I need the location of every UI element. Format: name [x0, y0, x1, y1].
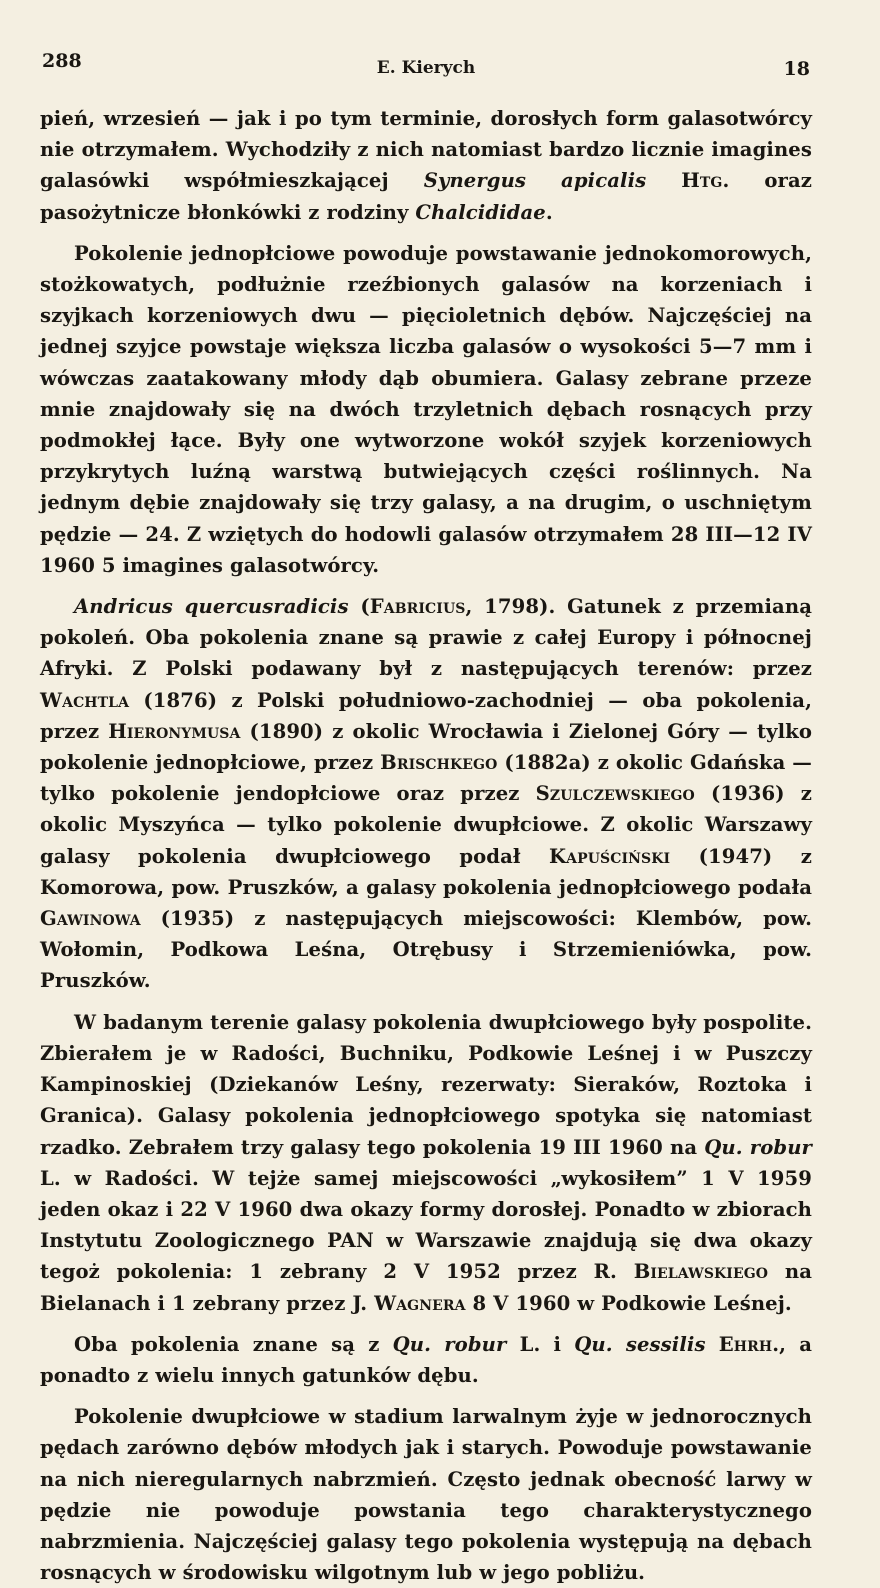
italic-term: Chalcididae: [415, 200, 546, 224]
paragraph: [40, 1329, 812, 1391]
text-run: . oraz pasożytnicze błonkówki z rodziny: [40, 169, 813, 224]
author-name: Wagnera: [374, 1291, 466, 1315]
text-run: pień, wrzesień — jak i po tym terminie, dorosłych form galasotwórcy nie otrzymałem. Wychodziły z nich natomiast bardzo licznie imagines galasówki współmieszkającej: [40, 107, 812, 193]
text-run: 8 V 1960 w Podkowie Leśnej.: [465, 1291, 792, 1315]
text-run: .: [545, 200, 553, 224]
author-name: Hieronymusa: [108, 719, 241, 743]
text-run: L. i: [506, 1332, 575, 1356]
text-run: (1935) z następujących miejscowości: Klembów, pow. Wołomin, Podkowa Leśna, Otrębusy i Strzemieniówka, pow. Pruszków.: [40, 907, 812, 993]
text-run: Pokolenie dwupłciowe w stadium larwalnym żyje w jednorocznych pędach zarówno dębów młodych jak i starych. Powoduje powstawanie na nich nieregularnych nabrzmień. Często jednak obecność larwy w pędzie nie powoduje powstania tego charakterystycznego nabrzmienia. Najczęściej galasy tego pokolenia występują na dębach rosnących w środowisku wilgotnym lub w jego pobliżu.: [40, 1405, 812, 1585]
paragraph: [40, 238, 812, 581]
paragraph: [40, 591, 812, 997]
author-name: Fabricius: [369, 595, 466, 619]
text-run: [706, 1333, 719, 1356]
text-run: , 1798). Gatunek z przemianą pokoleń. Oba pokolenia znane są prawie z całej Europy i północnej Afryki. Z Polski podawany był z następujących terenów: przez: [40, 595, 812, 681]
author-name: Kapuściński: [549, 844, 671, 868]
italic-term: Qu. sessilis: [574, 1332, 706, 1356]
italic-term: Qu. robur: [392, 1332, 507, 1356]
italic-term: Synergus apicalis: [423, 169, 647, 193]
body-text: [40, 103, 812, 1588]
text-run: (1936) z okolic Myszyńca — tylko pokolenie dwupłciowe. Z okolic Warszawy galasy pokolenia dwupłciowego podał: [40, 782, 812, 868]
author-name: Brischkego: [380, 751, 498, 775]
page-number: 288: [42, 50, 82, 72]
italic-term: Andricus quercusradicis: [74, 595, 349, 619]
author-name: Szulczewskiego: [535, 782, 695, 806]
text-run: (1876) z Polski południowo-zachodniej — oba pokolenia, przez: [40, 688, 812, 743]
text-run: (1882a) z okolic Gdańska — tylko pokolenie jendopłciowe oraz przez: [40, 751, 813, 806]
text-run: W badanym terenie galasy pokolenia dwupłciowego były pospolite. Zbierałem je w Radości, Buchniku, Podkowie Leśnej i w Puszczy Kampinoskiej (Dziekanów Leśny, rezerwaty: Sieraków, Roztoka i Granica). Galasy pokolenia jednopłciowego spotyka się natomiast rzadko. Zebrałem trzy galasy tego pokolenia 19 III 1960 na: [40, 1010, 812, 1159]
text-run: ., a ponadto z wielu innych gatunków dębu.: [40, 1332, 812, 1387]
paragraph: [40, 1007, 812, 1319]
text-run: (1890) z okolic Wrocławia i Zielonej Góry — tylko pokolenie jednopłciowe, przez: [40, 719, 812, 775]
author-name: Bielawskiego: [633, 1260, 769, 1284]
running-head: E. Kierych: [376, 58, 476, 78]
fascicle-number: 18: [783, 58, 810, 80]
text-run: Pokolenie jednopłciowe powoduje powstawanie jednokomorowych, stożkowatych, podłużnie rzeźbionych galasów na korzeniach i szyjkach korzeniowych dwu — pięcioletnich dębów. Najczęściej na jednej szyjce powstaje większa liczba galasów o wysokości 5—7 mm i wówczas zaatakowany młody dąb obumiera. Galasy zebrane przeze mnie znajdowały się na dwóch trzyletnich dębach rosnących przy podmokłej łące. Były one wytworzone wokół szyjek korzeniowych przykrytych luźną warstwą butwiejących części roślinnych. Na jednym dębie znajdowały się trzy galasy, a na drugim, o uschniętym pędzie — 24. Z wziętych do hodowli galasów otrzymałem 28 III—12 IV 1960 5 imagines galasotwórcy.: [40, 241, 812, 577]
page-header: [40, 46, 812, 86]
text-run: (: [348, 595, 370, 619]
text-run: Oba pokolenia znane są z: [74, 1332, 393, 1356]
paragraph: [40, 103, 812, 228]
italic-term: Qu. robur: [704, 1135, 812, 1159]
text-run: (1947) z Komorowa, pow. Pruszków, a galasy pokolenia jednopłciowego podała: [40, 844, 812, 899]
text-run: na Bielanach i 1 zebrany przez J.: [40, 1260, 812, 1315]
text-run: L. w Radości. W tejże samej miejscowości „wykosiłem” 1 V 1959 jeden okaz i 22 V 1960 dwa okazy formy dorosłej. Ponadto w zbiorach Instytutu Zoologicznego PAN w Warszawie znajdują się dwa okazy tegoż pokolenia: 1 zebrany 2 V 1952 przez R.: [40, 1166, 812, 1284]
author-name: Gawinowa: [40, 907, 141, 931]
paragraph: [40, 1401, 812, 1588]
author-name: Ehrh: [718, 1332, 773, 1356]
author-name: Wachtla: [40, 688, 130, 712]
text-run: [646, 169, 681, 192]
author-name: Htg: [681, 169, 723, 193]
